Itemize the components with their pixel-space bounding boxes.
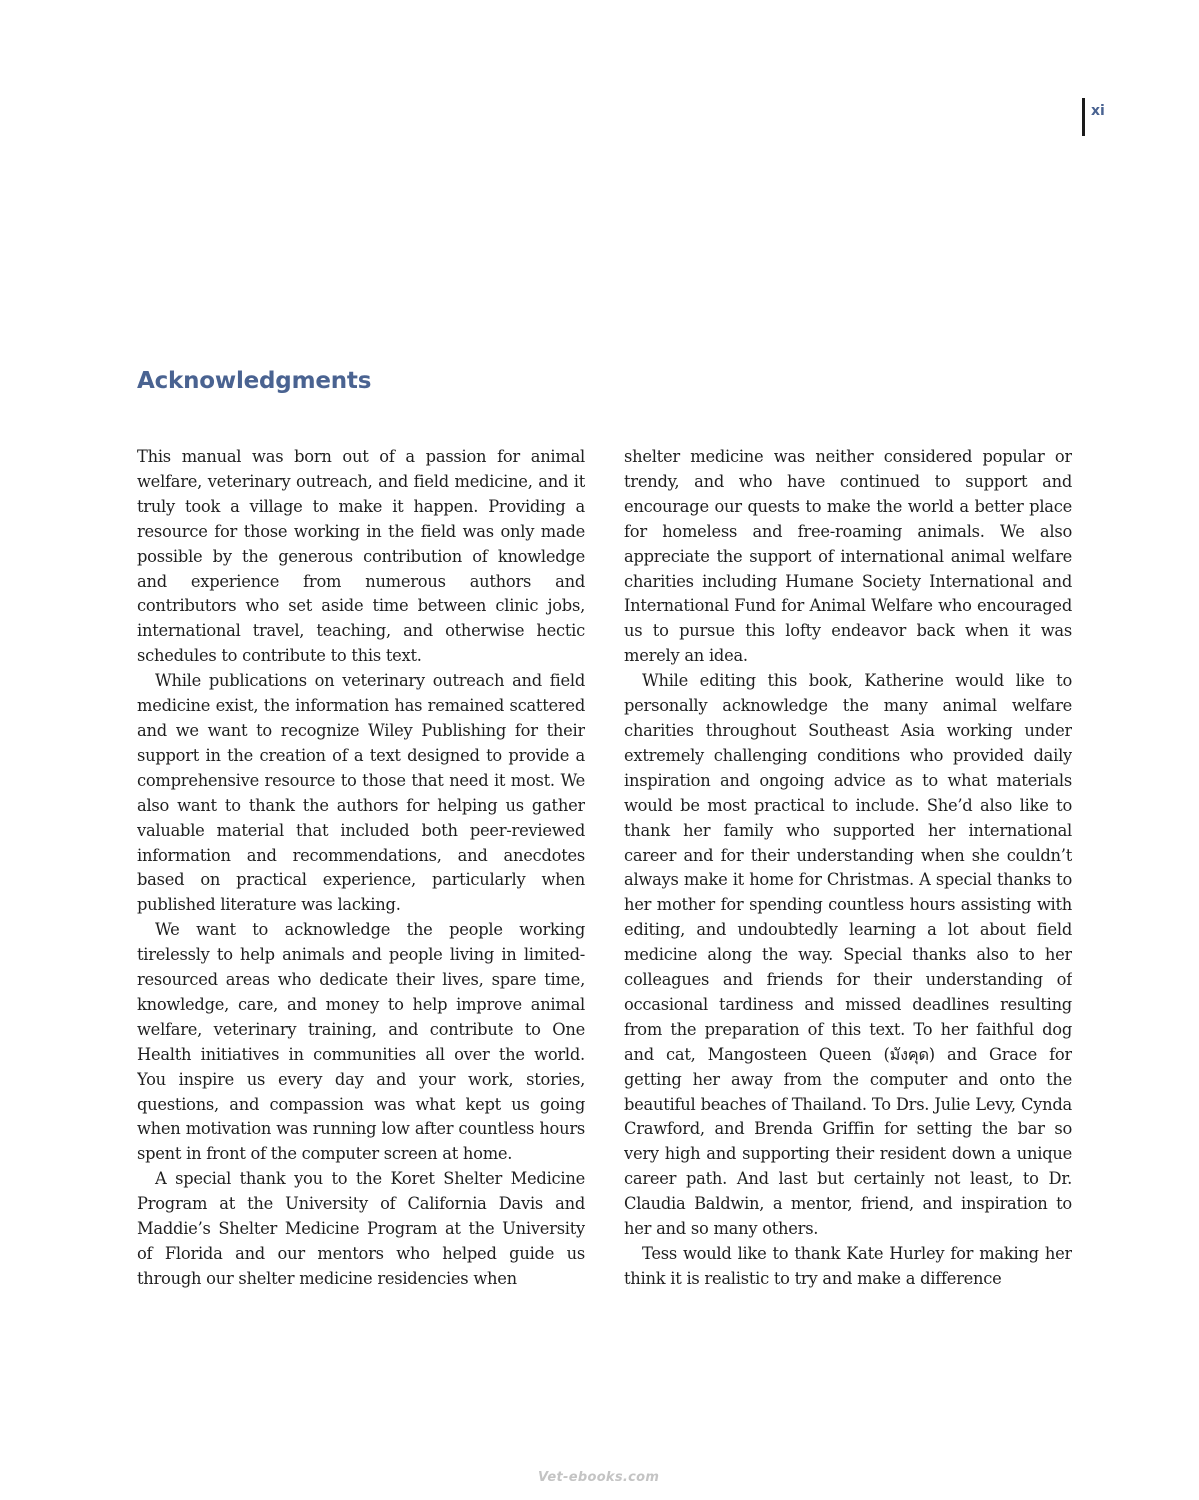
page-title: Acknowledgments — [137, 368, 372, 394]
paragraph: While editing this book, Katherine would like to personally acknowledge the many animal welfare charities throughout Southeast Asia working under extremely challenging conditions who provided daily inspiration and ongoing advice as to what materials would be most practical to include. She’d also like to thank her family who supported her international career and for their understanding when she couldn’t always make it home for Christmas. A special thanks to her mother for spending countless hours assisting with editing, and undoubtedly learning a lot about field medicine along the way. Special thanks also to her colleagues and friends for their understanding of occasional tardiness and missed deadlines resulting from the preparation of this text. To her faithful dog and cat, Mangosteen Queen (มังคุด) and Grace for getting her away from the computer and onto the beautiful beaches of Thailand. To Drs. Julie Levy, Cynda Crawford, and Brenda Griffin for setting the bar so very high and supporting their resident down a unique career path. And last but certainly not least, to Dr. Claudia Baldwin, a mentor, friend, and inspiration to her and so many others. — [624, 671, 1072, 1239]
paragraph: This manual was born out of a passion for animal welfare, veterinary outreach, and field medicine, and it truly took a village to make it happen. Providing a resource for those working in the field was only made possible by the generous contribution of knowledge and experience from numerous authors and contributors who set aside time between clinic jobs, international travel, teaching, and otherwise hectic schedules to contribute to this text. — [137, 447, 585, 666]
body-columns — [137, 445, 1072, 1325]
paragraph: We want to acknowledge the people working tirelessly to help animals and people living in limited-resourced areas who dedicate their lives, spare time, knowledge, care, and money to help improve animal welfare, veterinary training, and contribute to One Health initiatives in communities all over the world. You inspire us every day and your work, stories, questions, and compassion was what kept us going when motivation was running low after countless hours spent in front of the computer screen at home. — [137, 920, 585, 1164]
watermark: Vet-ebooks.com — [538, 1470, 660, 1485]
right-column — [624, 445, 1072, 1325]
page-number: xi — [1091, 103, 1105, 119]
paragraph: Tess would like to thank Kate Hurley for making her think it is realistic to try and make a difference — [624, 1244, 1072, 1288]
paragraph: While publications on veterinary outreach and field medicine exist, the information has remained scattered and we want to recognize Wiley Publishing for their support in the creation of a text designed to provide a comprehensive resource to those that need it most. We also want to thank the authors for helping us gather valuable material that included both peer-reviewed information and recommendations, and anecdotes based on practical experience, particularly when published literature was lacking. — [137, 671, 585, 915]
page-marker — [1082, 98, 1105, 136]
paragraph: shelter medicine was neither considered popular or trendy, and who have continued to support and encourage our quests to make the world a better place for homeless and free-roaming animals. We also appreciate the support of international animal welfare charities including Humane Society International and International Fund for Animal Welfare who encouraged us to pursue this lofty endeavor back when it was merely an idea. — [624, 447, 1072, 666]
paragraph: A special thank you to the Koret Shelter Medicine Program at the University of California Davis and Maddie’s Shelter Medicine Program at the University of Florida and our mentors who helped guide us through our shelter medicine residencies when — [137, 1169, 585, 1288]
left-column — [137, 445, 585, 1325]
